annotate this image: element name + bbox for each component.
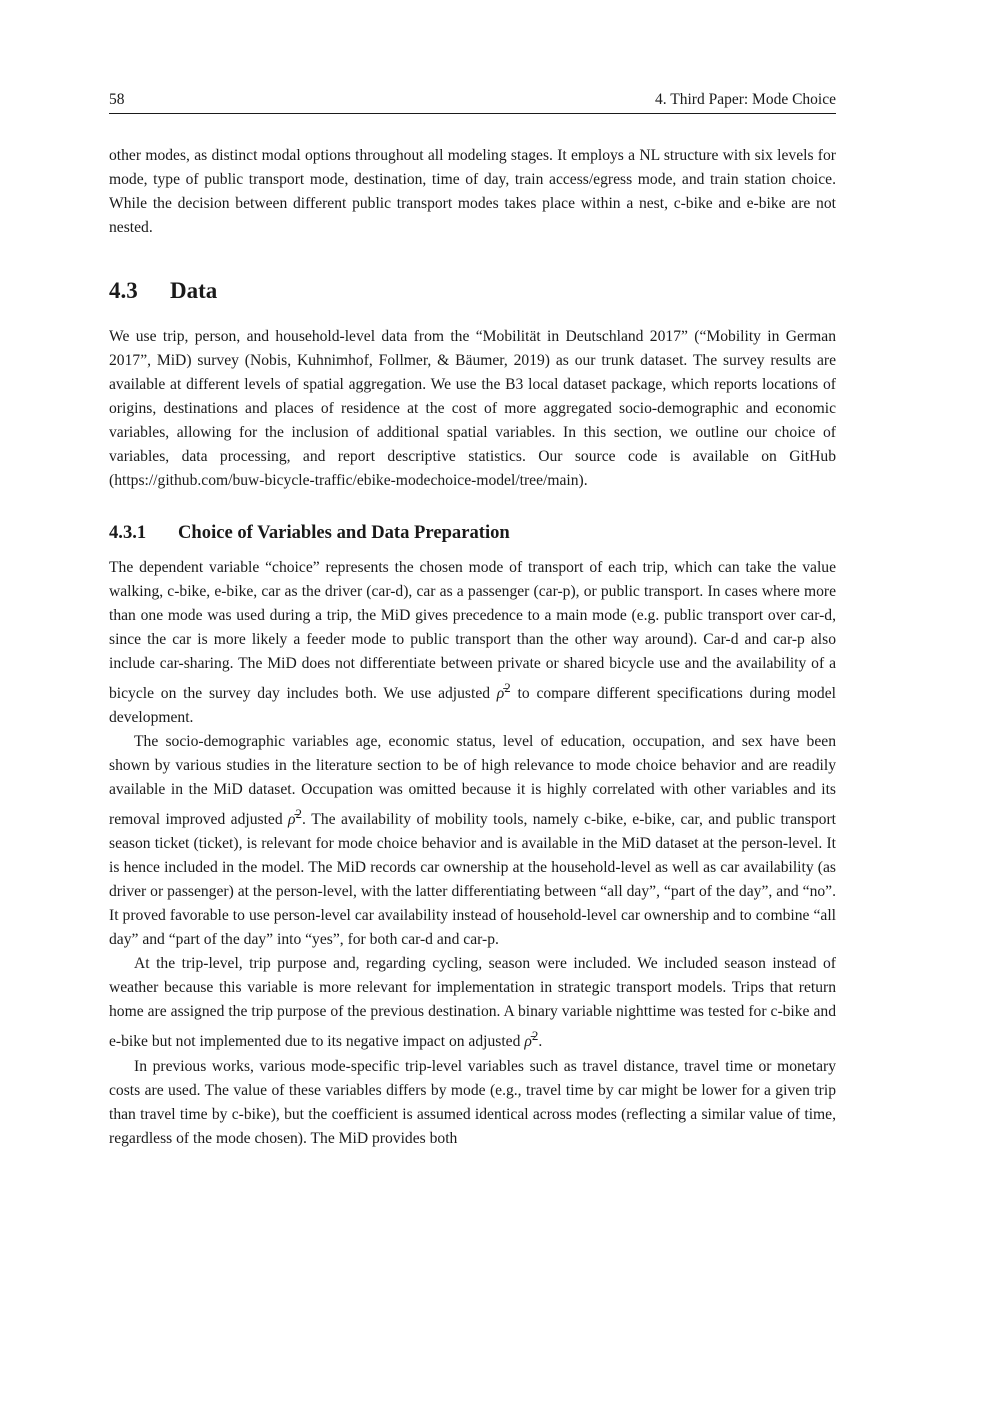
superscript: 2 — [504, 680, 511, 695]
rho-bar-symbol: ρ̄ — [524, 1033, 532, 1051]
paragraph-dependent-variable — [109, 556, 836, 730]
rho-bar-symbol: ρ̄ — [496, 685, 505, 703]
paragraph-text: to compare different specifications during model development. — [109, 685, 836, 727]
section-title: Data — [170, 278, 218, 303]
section-heading — [109, 276, 836, 306]
paragraph-text: The dependent variable “choice” represents the chosen mode of transport of each trip, which can take the value walking, c-bike, e-bike, car as the driver (car-d), car as a passenger (car-p), or public transport. In cases where more than one mode was used during a trip, the MiD gives precedence to a main mode (e.g. public transport over car-d, since the car is more likely a feeder mode to public transport than the other way around). Car-d and car-p also include car-sharing. The MiD does not differentiate between private or shared bicycle use and the availability of a bicycle on the survey day includes both. We use adjusted — [109, 559, 836, 703]
paragraph-text: . The availability of mobility tools, namely c-bike, e-bike, car, and public transport season ticket (ticket), is relevant for mode choice behavior and is available in the MiD dataset at the person-level. It is hence included in the model. The MiD records car ownership at the household-level as well as car availability (as driver or passenger) at the person-level, with the latter differentiating between “all day”, “part of the day”, and “no”. It proved favorable to use person-level car availability instead of household-level car ownership and to combine “all day” and “part of the day” into “yes”, for both car-d and car-p. — [109, 811, 836, 949]
paragraph-text: . — [538, 1033, 543, 1051]
document-page — [109, 90, 836, 1151]
subsection-number: 4.3.1 — [109, 522, 147, 543]
paragraph-data-intro: We use trip, person, and household-level data from the “Mobilität in Deutschland 2017” (“Mobility in German 2017”, MiD) survey (Nobis, Kuhnimhof, Follmer, & Bäumer, 2019) as our trunk dataset. The survey results are available at different levels of spatial aggregation. We use the B3 local dataset package, which reports locations of origins, destinations and places of residence at the cost of more aggregated socio-demographic and economic variables, allowing for the inclusion of additional spatial variables. In this section, we outline our choice of variables, data processing, and report descriptive statistics. Our source code is available on GitHub (https://github.com/buw-bicycle-traffic/ebike-modechoice-model/tree/main). — [109, 328, 836, 489]
rho-bar-symbol: ρ̄ — [288, 811, 296, 829]
paragraph-previous-works: In previous works, various mode-specific trip-level variables such as travel distance, travel time or monetary costs are used. The value of these variables differs by mode (e.g., travel time by car might be lower for a given trip than travel time by c-bike), but the coefficient is assumed identical across modes (reflecting a similar value of time, regardless of the mode chosen). The MiD provides both — [109, 1057, 836, 1147]
page-number: 58 — [109, 91, 125, 108]
superscript: 2 — [295, 806, 303, 822]
subsection-title: Choice of Variables and Data Preparation — [178, 522, 510, 543]
superscript: 2 — [531, 1028, 539, 1044]
paragraph-trip-level — [109, 952, 836, 1054]
paragraph-continued: other modes, as distinct modal options throughout all modeling stages. It employs a NL structure with six levels for mode, type of public transport mode, destination, time of day, train access/egress mode, and train station choice. While the decision between different public transport modes takes place within a nest, c-bike and e-bike are not nested. — [109, 147, 836, 236]
paragraph-text: At the trip-level, trip purpose and, regarding cycling, season were included. We included season instead of weather because this variable is more relevant for implementation in strategic transport models. Trips that return home are assigned the trip purpose of the previous destination. A binary variable nighttime was tested for c-bike and e-bike but not implemented due to its negative impact on adjusted — [109, 955, 836, 1051]
chapter-title: 4. Third Paper: Mode Choice — [655, 91, 836, 108]
running-header — [109, 90, 836, 114]
subsection-heading — [109, 521, 836, 545]
paragraph-socio-demographic — [109, 730, 836, 952]
paragraph-text: The socio-demographic variables age, economic status, level of education, occupation, and sex have been shown by various studies in the literature section to be of high relevance to mode choice behavior and are readily available in the MiD dataset. Occupation was omitted because it is highly correlated with other variables and its removal improved adjusted — [109, 733, 836, 829]
section-number: 4.3 — [109, 278, 138, 303]
